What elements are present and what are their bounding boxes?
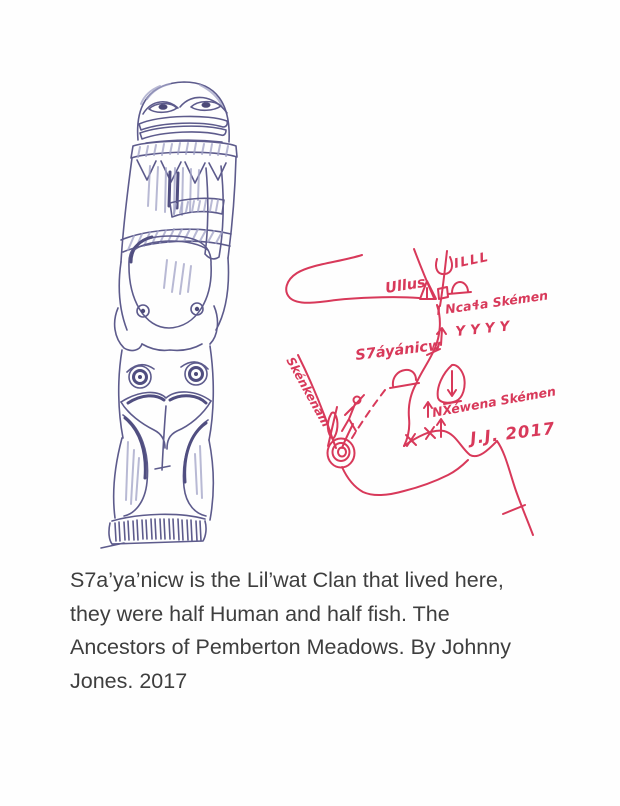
s7ayanicw-label: S7áyánicw [354, 337, 443, 364]
caption-block [70, 564, 610, 698]
map-drawing [278, 243, 570, 543]
caption-line-1: S7a’ya’nicw is the Lil’wat Clan that lived here, [70, 568, 504, 592]
torso-shading [148, 166, 199, 215]
tally-marks-label: ILLL [452, 249, 491, 272]
bear-left-eye-dot [141, 309, 145, 313]
house-square-icon [438, 287, 448, 299]
lower-tick-mark [503, 505, 525, 514]
spiral-target-icon [328, 439, 355, 468]
totem-hat-band [131, 141, 237, 158]
totem-pole-drawing [100, 78, 250, 563]
bear-outer-edges [119, 258, 228, 330]
skenkenam-label: Skénkenam [283, 354, 334, 430]
ncala-skemen-label: I Ncaɬa Skémen [435, 287, 549, 318]
leaf-with-arrow-icon [438, 365, 465, 404]
yyyy-marks-label: YYYY [454, 317, 516, 340]
right-pupil [202, 102, 211, 108]
snout-shading [164, 260, 191, 294]
nxewena-skemen-label: NXéwena Skémen [430, 383, 557, 420]
band-hatching [138, 143, 228, 157]
caption-line-4: Jones. 2017 [70, 668, 188, 693]
owl-left-eye-dot [138, 375, 142, 379]
mouth-lower [140, 126, 226, 139]
head-shading [141, 84, 222, 106]
river-from-spiral [342, 460, 468, 495]
column-shading [126, 442, 202, 504]
caption-line-3: Ancestors of Pemberton Meadows. By Johnny [70, 635, 511, 659]
chin-scallops [142, 344, 202, 350]
left-pupil [159, 104, 168, 110]
map-labels [283, 250, 557, 449]
bear-right-eye-dot [195, 307, 199, 311]
owl-right-eye-dot [194, 372, 198, 376]
dome-shelter-icon [448, 282, 471, 294]
totem-teeth-torso [121, 157, 236, 262]
base-outline [101, 514, 206, 548]
signature-label: J.J. 2017 [469, 418, 557, 448]
ullus-label: Ullus [384, 274, 427, 297]
totem-owl-face [119, 346, 214, 470]
river-main [404, 305, 440, 446]
totem-head-frog-face [138, 82, 230, 143]
up-arrow-nxewena-2-icon [437, 419, 445, 437]
base-hatching [115, 519, 201, 541]
totem-bear-face [115, 236, 229, 351]
river-lower-right [497, 441, 533, 535]
torso-right-edge [228, 157, 236, 258]
totem-base [101, 514, 206, 548]
caption-line-2: they were half Human and half fish. The [70, 601, 450, 626]
